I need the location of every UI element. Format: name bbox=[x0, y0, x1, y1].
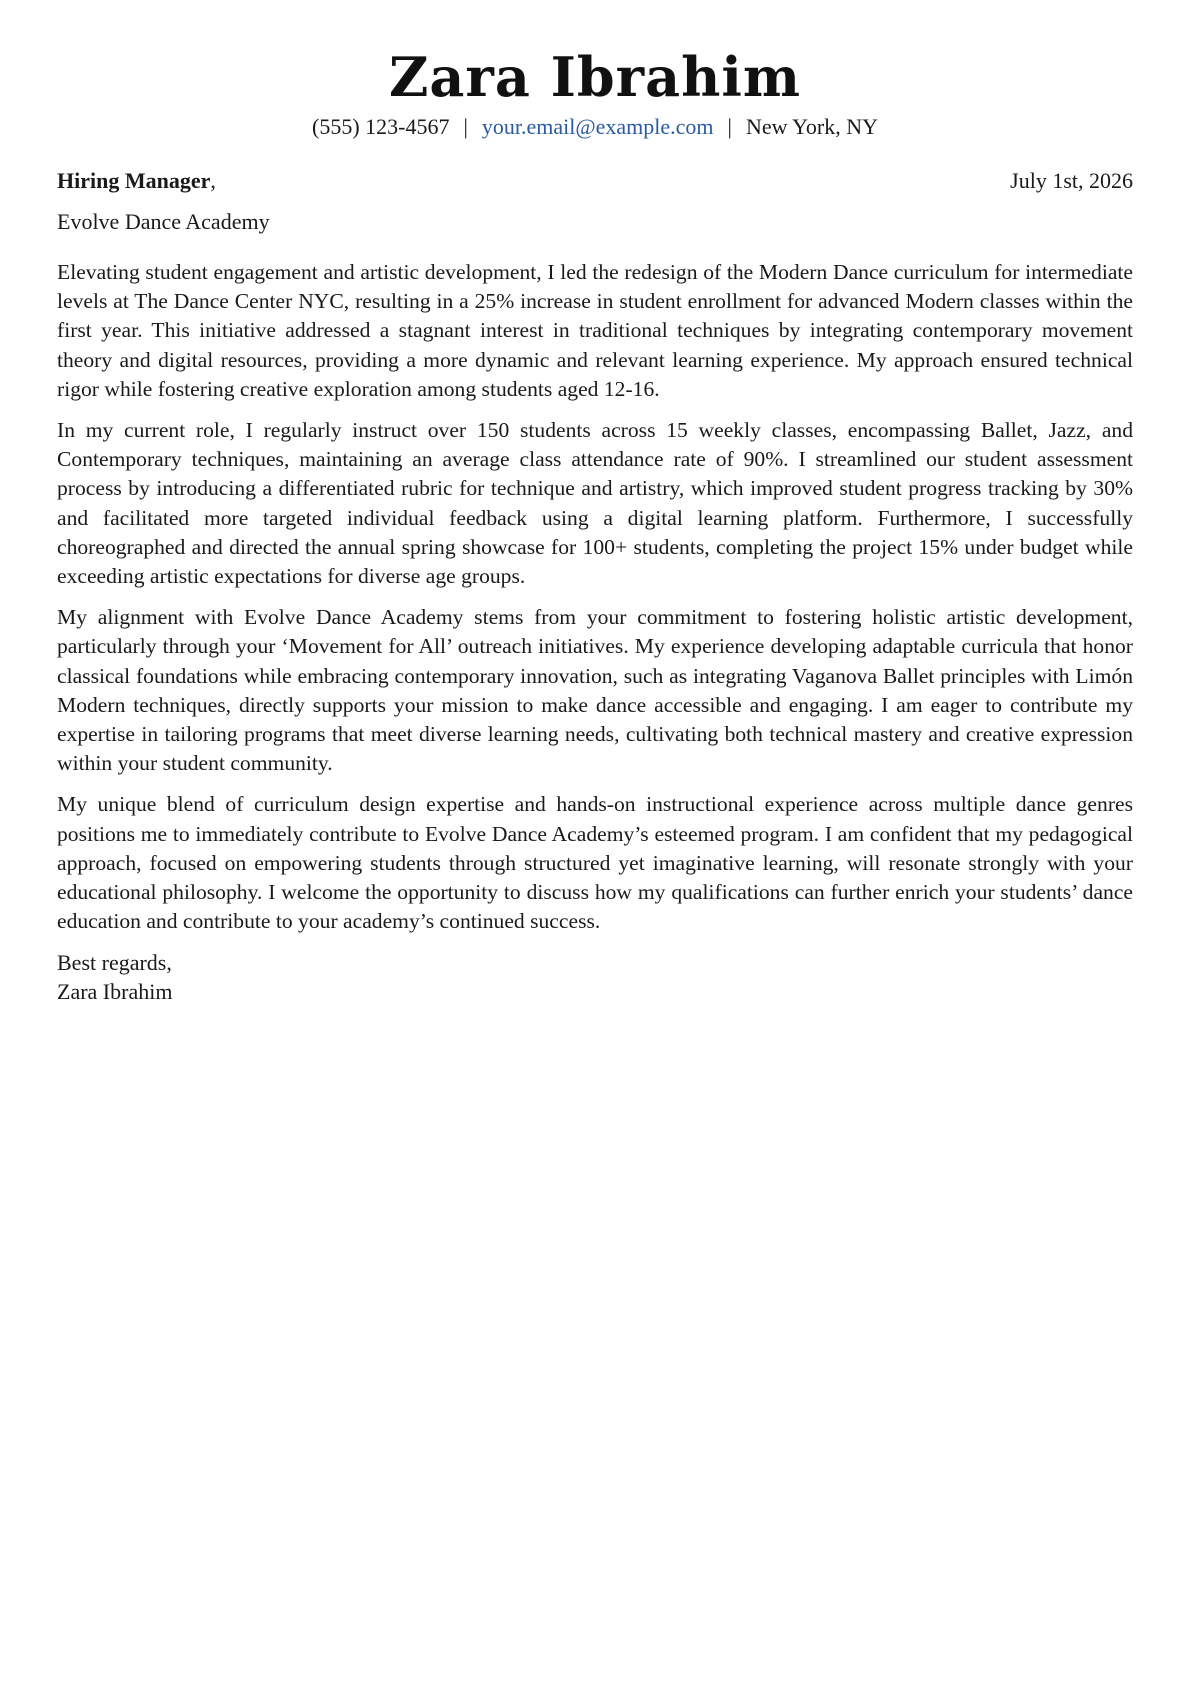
recipient-name: Hiring Manager bbox=[57, 168, 211, 193]
recipient-name-suffix: , bbox=[210, 168, 216, 193]
separator: | bbox=[463, 114, 468, 139]
closing-salutation: Best regards, bbox=[57, 950, 172, 976]
body-paragraph: Elevating student engagement and artistic development, I led the redesign of the Modern Dance curriculum for intermediate levels at The Dance Center NYC, resulting in a 25% increase in student enrollment for advanced Modern classes within the first year. This initiative addressed a stagnant interest in traditional techniques by integrating contemporary movement theory and digital resources, providing a more dynamic and relevant learning experience. My approach ensured technical rigor while fostering creative exploration among students aged 12-16. bbox=[57, 260, 1133, 401]
recipient-date-row bbox=[57, 166, 1133, 196]
closing-signature: Zara Ibrahim bbox=[57, 979, 173, 1005]
letter-body bbox=[57, 258, 1133, 936]
recipient-line bbox=[57, 166, 216, 196]
contact-line bbox=[57, 112, 1133, 142]
recipient-company: Evolve Dance Academy bbox=[57, 209, 270, 234]
location: New York, NY bbox=[745, 114, 878, 139]
letter-closing bbox=[57, 948, 1133, 1006]
body-paragraph: In my current role, I regularly instruct over 150 students across 15 weekly classes, encompassing Ballet, Jazz, and Contemporary techniques, maintaining an average class attendance rate of 90%. I streamlined our student assessment process by introducing a differentiated rubric for technique and artistry, which improved student progress tracking by 30% and facilitated more targeted individual feedback using a digital learning platform. Furthermore, I successfully choreographed and directed the annual spring showcase for 100+ students, completing the project 15% under budget while exceeding artistic expectations for diverse age groups. bbox=[57, 418, 1133, 589]
email-link[interactable]: your.email@example.com bbox=[481, 114, 714, 139]
body-paragraph: My alignment with Evolve Dance Academy stems from your commitment to fostering holistic artistic development, particularly through your ‘Movement for All’ outreach initiatives. My experience developing adaptable curricula that honor classical foundations while embracing contemporary innovation, such as integrating Vaganova Ballet principles with Limón Modern techniques, directly supports your mission to make dance accessible and engaging. I am eager to contribute my expertise in tailoring programs that meet diverse learning needs, cultivating both technical mastery and creative expression within your student community. bbox=[57, 605, 1133, 776]
separator: | bbox=[727, 114, 732, 139]
body-paragraph: My unique blend of curriculum design expertise and hands-on instructional experience across multiple dance genres positions me to immediately contribute to Evolve Dance Academy’s esteemed program. I am confident that my pedagogical approach, focused on empowering students through structured yet imaginative learning, will resonate strongly with your educational philosophy. I welcome the opportunity to discuss how my qualifications can further enrich your students’ dance education and contribute to your academy’s continued success. bbox=[57, 792, 1133, 934]
applicant-name: Zara Ibrahim bbox=[388, 45, 802, 109]
letter-date: July 1st, 2026 bbox=[1010, 168, 1133, 193]
phone-number: (555) 123-4567 bbox=[312, 114, 450, 139]
